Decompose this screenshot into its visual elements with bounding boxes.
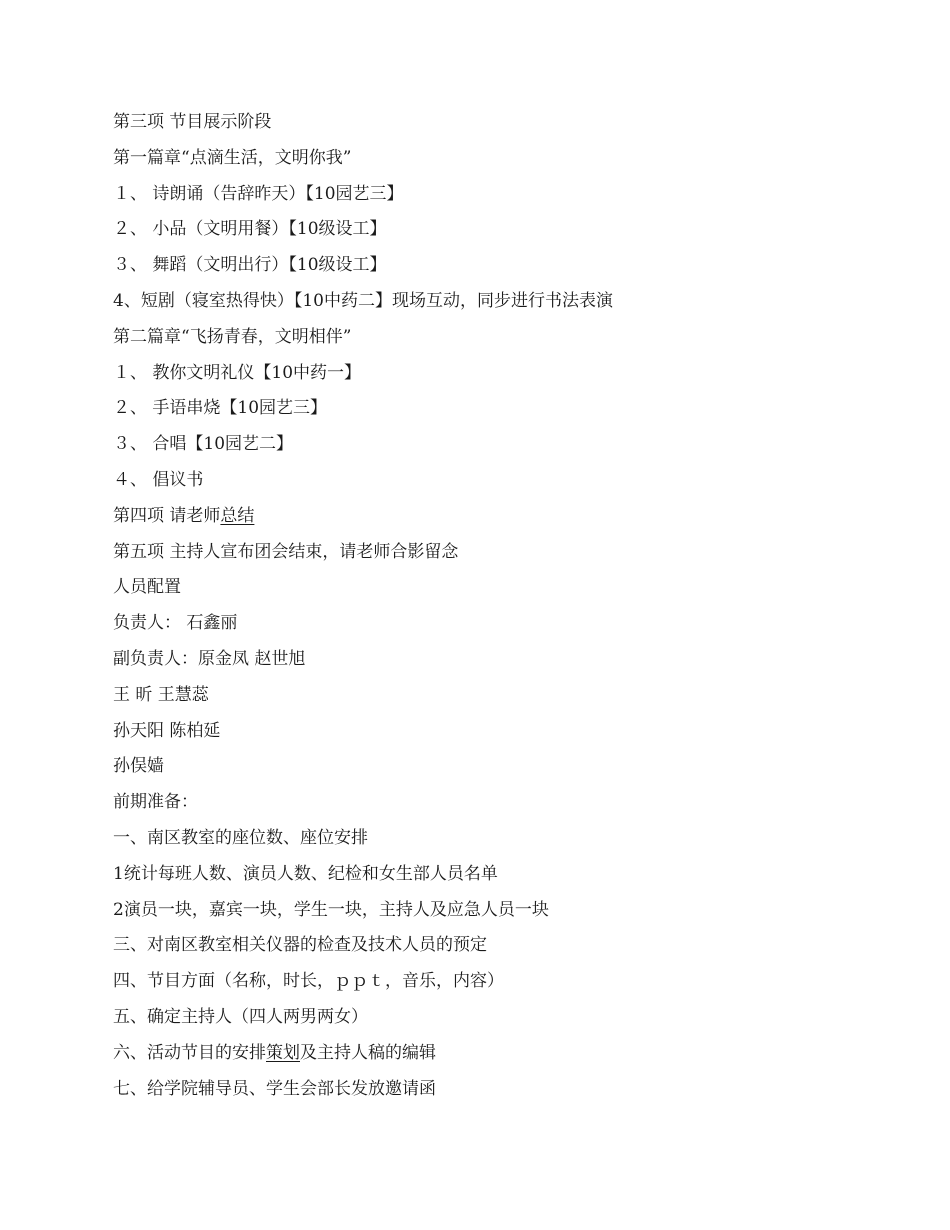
text-line: 人员配置 [113, 577, 181, 598]
text-line: 五、确定主持人（四人两男两女） [113, 1006, 368, 1027]
text-line: 2演员一块，嘉宾一块，学生一块，主持人及应急人员一块 [113, 899, 549, 920]
text-line: 一、南区教室的座位数、座位安排 [113, 827, 368, 848]
underlined-text: 策划 [266, 1042, 300, 1063]
text-line: 孙俣嫱 [113, 756, 164, 777]
text-line: 第二篇章“飞扬青春，文明相伴” [113, 326, 352, 347]
text-line: 第三项 节目展示阶段 [113, 112, 272, 132]
text-segment: 六、活动节目的安排 [113, 1042, 266, 1063]
text-line: 1统计每班人数、演员人数、纪检和女生部人员名单 [113, 863, 498, 884]
text-line: 前期准备： [113, 792, 198, 813]
text-line: ４、 倡议书 [113, 469, 204, 490]
text-line: 4、短剧（寝室热得快）【10中药二】现场互动，同步进行书法表演 [113, 290, 613, 311]
text-line [113, 1036, 913, 1072]
underlined-text: 总结 [220, 505, 255, 526]
text-line: 三、对南区教室相关仪器的检查及技术人员的预定 [113, 935, 487, 956]
text-line: 第一篇章“点滴生活，文明你我” [113, 147, 352, 168]
text-line [113, 499, 913, 535]
text-line: １、 诗朗诵（告辞昨天）【10园艺三】 [113, 183, 404, 204]
text-segment: 第四项 请老师 [113, 505, 221, 526]
text-line: 七、给学院辅导员、学生会部长发放邀请函 [113, 1078, 436, 1099]
text-line: 四、节目方面（名称，时长，ｐｐｔ，音乐，内容） [113, 971, 504, 992]
text-line: ２、 手语串烧【10园艺三】 [113, 398, 328, 419]
text-line: ３、 舞蹈（文明出行）【10级设工】 [113, 255, 387, 276]
text-line: ２、 小品（文明用餐）【10级设工】 [113, 219, 387, 240]
text-line: 负责人： 石鑫丽 [113, 613, 238, 634]
text-line: 王 昕 王慧蕊 [113, 684, 209, 705]
text-line: 副负责人：原金凤 赵世旭 [113, 648, 306, 669]
text-line: 第五项 主持人宣布团会结束，请老师合影留念 [113, 541, 459, 562]
text-segment: 及主持人稿的编辑 [300, 1042, 436, 1063]
text-line: 孙天阳 陈柏延 [113, 720, 221, 741]
text-line: ３、 合唱【10园艺二】 [113, 434, 294, 455]
text-line: １、 教你文明礼仪【10中药一】 [113, 362, 362, 383]
document-body [113, 105, 913, 1107]
